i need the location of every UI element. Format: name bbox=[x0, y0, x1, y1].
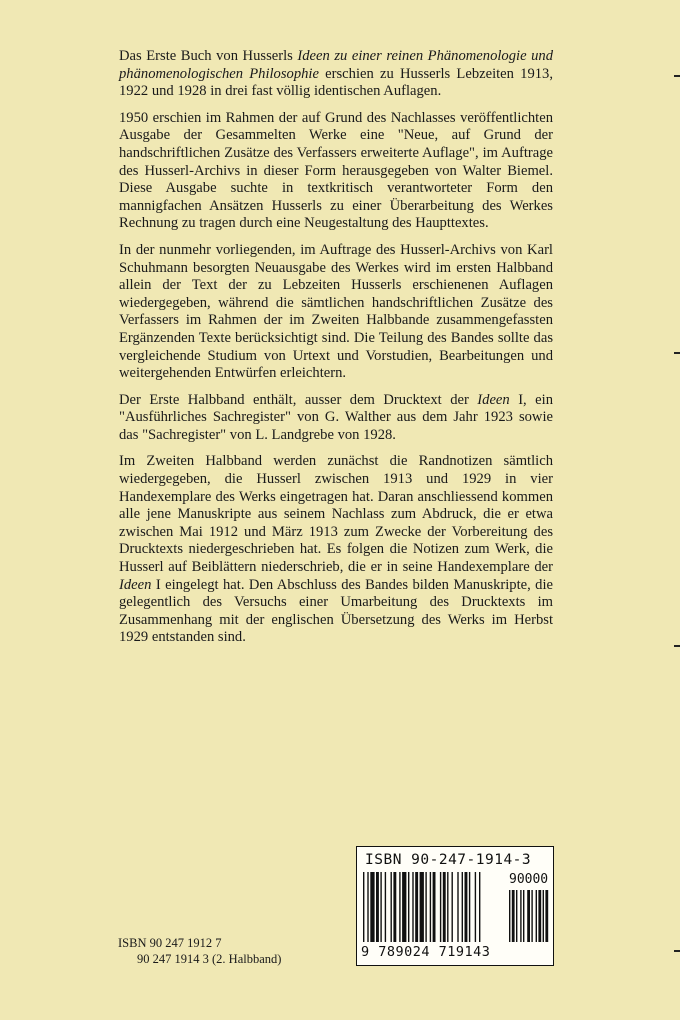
paragraph-4: Der Erste Halbband enthält, ausser dem Drucktext der Ideen I, ein "Ausführliches Sachregister" von G. Walther aus dem Jahr 1923 sowie das "Sachregister" von L. Landgrebe von 1928. bbox=[119, 391, 553, 443]
barcode-addon-bar bbox=[509, 890, 510, 942]
ideen-title: Ideen bbox=[477, 391, 510, 408]
barcode-addon-digits: 90000 bbox=[509, 872, 549, 887]
ideen-title: Ideen bbox=[119, 576, 152, 593]
book-title: Ideen zu einer reinen Phänomenologie und phänomenologischen Philosophie bbox=[119, 48, 553, 82]
barcode-bar bbox=[433, 872, 436, 942]
barcode-ean-digits: 9 789024 719143 bbox=[361, 944, 491, 960]
barcode-bar bbox=[420, 872, 424, 942]
barcode-bar bbox=[479, 872, 480, 942]
paragraph-1: Das Erste Buch von Husserls Ideen zu einer reinen Phänomenologie und phänomenologischen Philosophie erschien zu Husserls Lebzeiten 1913, 1922 und 1928 in drei fast völlig identischen Auflagen. bbox=[119, 48, 553, 100]
trim-mark bbox=[674, 75, 680, 77]
description-text bbox=[119, 48, 553, 656]
barcode-bar bbox=[367, 872, 368, 942]
paragraph-2: 1950 erschien im Rahmen der auf Grund des Nachlasses veröffentlichten Ausgabe der Gesammelten Werke eine "Neue, auf Grund der handschriftlichen Zusätze des Verfassers erweiterte Auflage", im Auftrage des Husserl-Archivs in dieser Form herausgegeben von Walter Biemel. Diese Ausgabe suchte in textkritisch verantworteter Form den mannigfachen Ansätzen Husserls zu einer Überarbeitung des Werkes Rechnung zu tragen durch eine Neugestaltung des Haupttextes. bbox=[119, 109, 553, 232]
barcode-bar bbox=[457, 872, 458, 942]
barcode-addon-bar bbox=[531, 890, 532, 942]
barcode-addon-bar bbox=[543, 890, 544, 942]
barcode-bar bbox=[402, 872, 406, 942]
barcode-bar bbox=[443, 872, 446, 942]
isbn-line-2: 90 247 1914 3 (2. Halbband) bbox=[137, 952, 282, 966]
barcode-isbn-label: ISBN 90-247-1914-3 bbox=[365, 852, 532, 868]
paragraph-3: In der nunmehr vorliegenden, im Auftrage des Husserl-Archivs von Karl Schuhmann besorgten Neuausgabe des Werkes wird im ersten Halbband allein der Text der zu Lebzeiten Husserls erschienenen Auflagen wiedergegeben, während die sämtlichen handschriftlichen Zusätze des Verfassers im Rahmen der im Zweiten Halbbande zusammengefassten Ergänzenden Texte berücksichtigt sind. Die Teilung des Bandes sollte das vergleichende Studium von Urtext und Vorstudien, Bearbeitungen und weitergehenden Entwürfen erleichtern. bbox=[119, 241, 553, 382]
barcode bbox=[356, 846, 554, 966]
barcode-bar bbox=[430, 872, 431, 942]
barcode-bar bbox=[462, 872, 463, 942]
barcode-bar bbox=[393, 872, 396, 942]
barcode-addon-bar bbox=[545, 890, 548, 942]
barcode-addon-bar bbox=[523, 890, 524, 942]
barcode-addon-bar bbox=[520, 890, 521, 942]
barcode-bar bbox=[425, 872, 426, 942]
barcode-addon-bar bbox=[516, 890, 517, 942]
isbn-footer bbox=[118, 935, 281, 967]
trim-mark bbox=[674, 645, 680, 647]
barcode-bar bbox=[370, 872, 374, 942]
barcode-bar bbox=[385, 872, 386, 942]
isbn-line-1: ISBN 90 247 1912 7 bbox=[118, 936, 222, 950]
barcode-bar bbox=[465, 872, 468, 942]
barcode-bar bbox=[412, 872, 413, 942]
barcode-bar bbox=[452, 872, 453, 942]
barcode-bar bbox=[376, 872, 379, 942]
barcode-bar bbox=[408, 872, 409, 942]
barcode-addon-bar bbox=[536, 890, 537, 942]
barcode-bar bbox=[380, 872, 381, 942]
barcode-bar bbox=[415, 872, 418, 942]
paragraph-5: Im Zweiten Halbband werden zunächst die Randnotizen sämtlich wiedergegeben, die Husserl zwischen 1913 und 1929 in vier Handexemplare des Werks eingetragen hat. Daran anschliessend kommen alle jene Manuskripte aus seinem Nachlass zum Abdruck, die er etwa zwischen Mai 1912 und März 1913 zum Zwecke der Vorbereitung des Drucktexts niedergeschrieben hat. Es folgen die Notizen zum Werk, die Husserl auf Beiblättern niederschrieb, die er in seine Handexemplare der Ideen I eingelegt hat. Den Abschluss des Bandes bilden Manuskripte, die gelegentlich des Versuchs einer Umarbeitung des Drucktexts im Zusammenhang mit der englischen Übersetzung des Werks im Herbst 1929 entstanden sind. bbox=[119, 453, 553, 646]
barcode-bar bbox=[399, 872, 400, 942]
barcode-bar bbox=[363, 872, 364, 942]
barcode-addon-bar bbox=[512, 890, 515, 942]
barcode-bar bbox=[447, 872, 448, 942]
trim-mark bbox=[674, 950, 680, 952]
barcode-bar bbox=[475, 872, 476, 942]
barcode-bar bbox=[440, 872, 441, 942]
trim-mark bbox=[674, 352, 680, 354]
barcode-bar bbox=[391, 872, 392, 942]
barcode-bar bbox=[469, 872, 470, 942]
barcode-addon-bar bbox=[527, 890, 530, 942]
barcode-addon-bar bbox=[538, 890, 541, 942]
